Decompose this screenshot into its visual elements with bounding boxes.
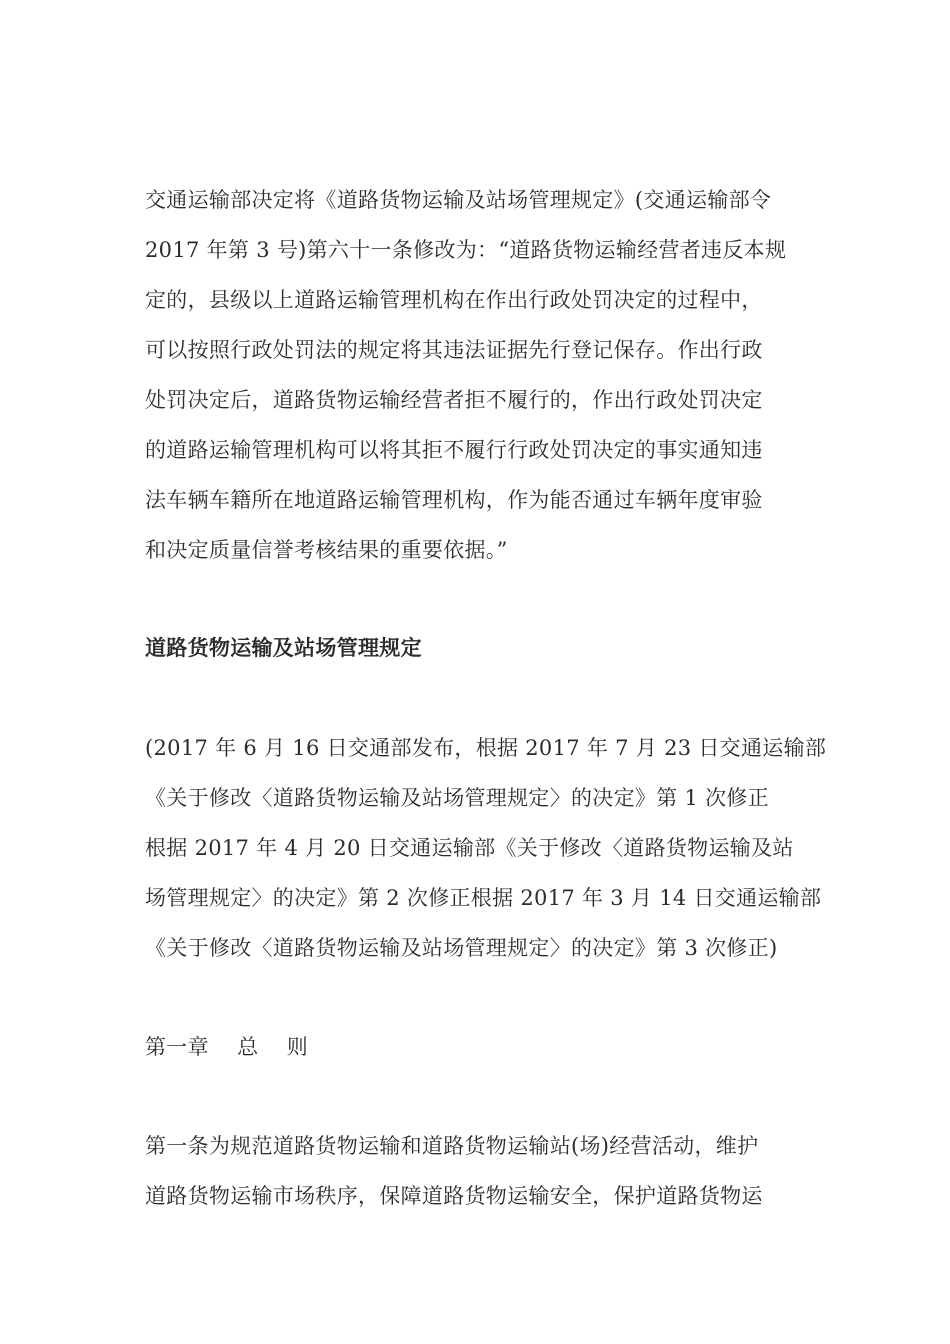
intro-line: 和决定质量信誉考核结果的重要依据。”: [145, 538, 508, 562]
article-line: 第一条为规范道路货物运输和道路货物运输站(场)经营活动，维护: [145, 1134, 759, 1158]
history-line: 《关于修改〈道路货物运输及站场管理规定〉的决定》第 1 次修正: [145, 786, 770, 810]
document-page: [145, 0, 827, 1344]
article-one: [145, 1121, 810, 1221]
intro-line: 处罚决定后，道路货物运输经营者拒不履行的，作出行政处罚决定: [145, 388, 763, 412]
history-line: 根据 2017 年 4 月 20 日交通运输部《关于修改〈道路货物运输及站: [145, 836, 794, 860]
history-line: (2017 年 6 月 16 日交通部发布，根据 2017 年 7 月 23 日交通运输部: [145, 736, 827, 760]
chapter-heading: 第一章 总 则: [145, 1035, 309, 1059]
article-line: 道路货物运输市场秩序，保障道路货物运输安全，保护道路货物运: [145, 1184, 763, 1208]
intro-line: 定的，县级以上道路运输管理机构在作出行政处罚决定的过程中，: [145, 288, 763, 312]
intro-paragraph: [145, 175, 810, 575]
history-line: 《关于修改〈道路货物运输及站场管理规定〉的决定》第 3 次修正): [145, 936, 778, 960]
history-note: [145, 723, 827, 973]
history-line: 场管理规定〉的决定》第 2 次修正根据 2017 年 3 月 14 日交通运输部: [145, 886, 822, 910]
intro-line: 法车辆车籍所在地道路运输管理机构，作为能否通过车辆年度审验: [145, 488, 763, 512]
intro-line: 的道路运输管理机构可以将其拒不履行行政处罚决定的事实通知违: [145, 438, 763, 462]
document-title: 道路货物运输及站场管理规定: [145, 636, 422, 660]
intro-line: 可以按照行政处罚法的规定将其违法证据先行登记保存。作出行政: [145, 338, 763, 362]
intro-line: 交通运输部决定将《道路货物运输及站场管理规定》(交通运输部令: [145, 188, 772, 212]
intro-line: 2017 年第 3 号)第六十一条修改为：“道路货物运输经营者违反本规: [145, 238, 787, 262]
